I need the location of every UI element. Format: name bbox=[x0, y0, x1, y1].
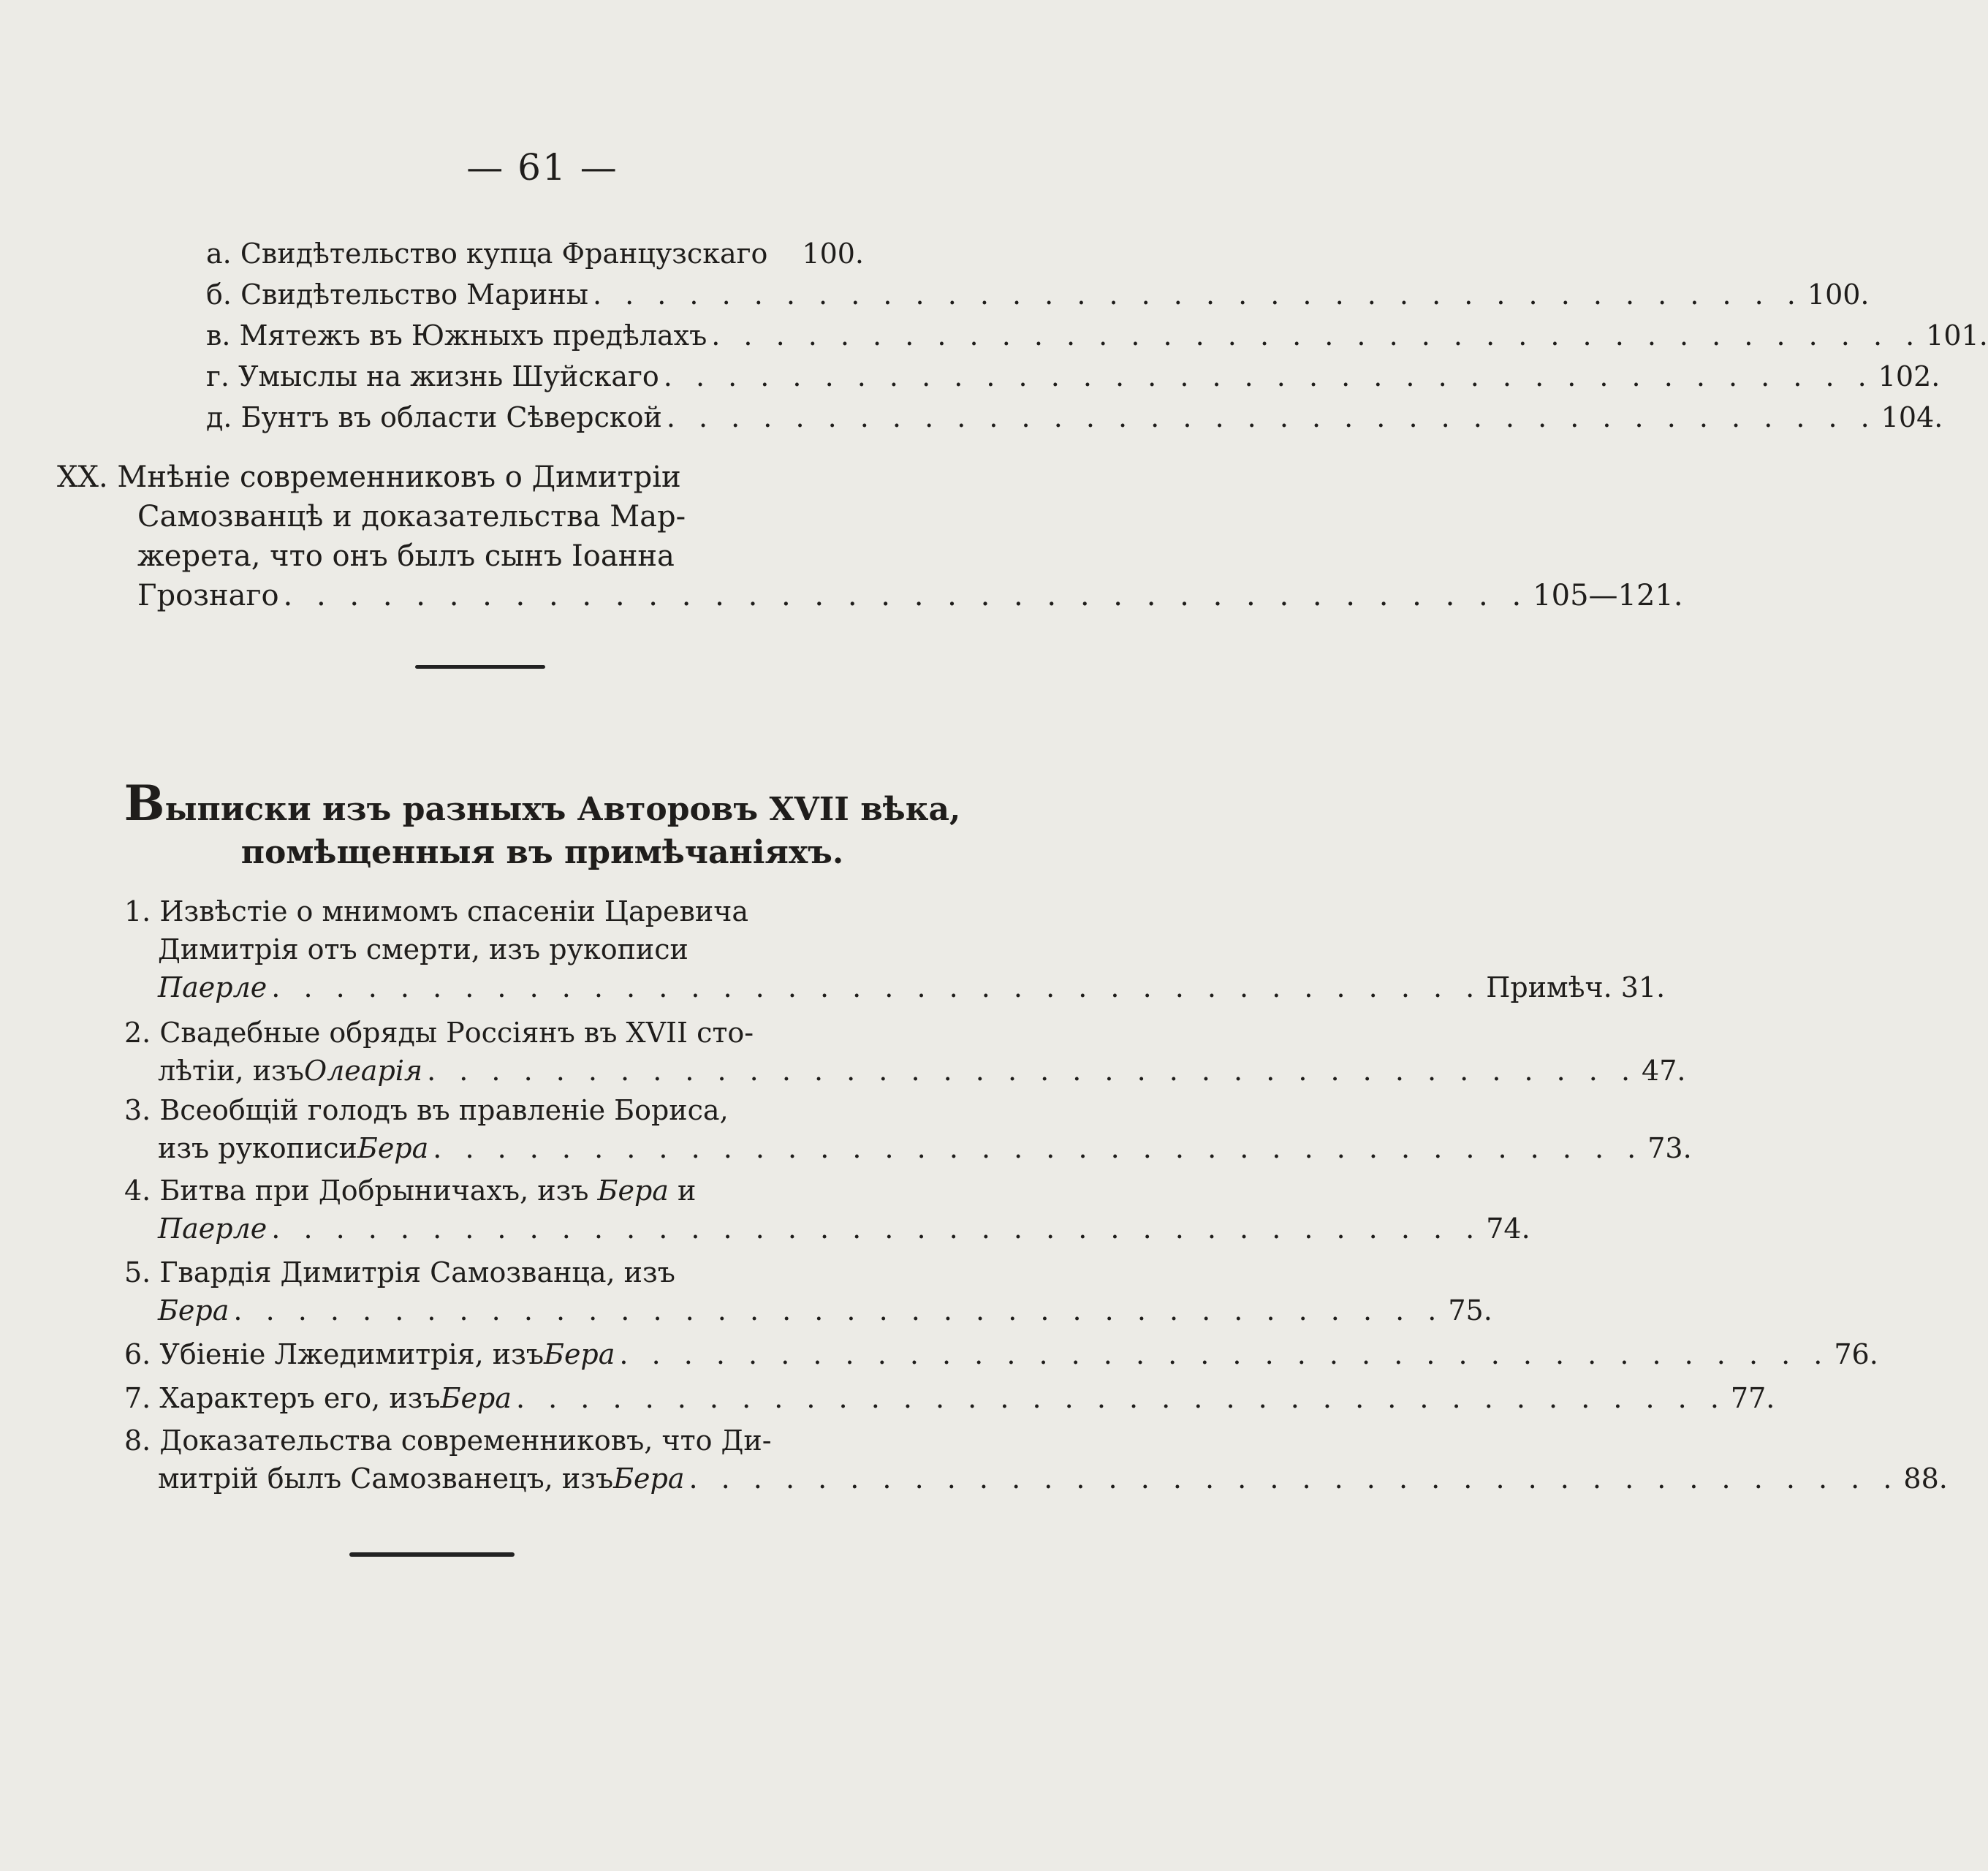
item-page: 104. bbox=[1881, 401, 1943, 433]
item-label: 8. bbox=[124, 1424, 151, 1457]
item-leader: . . . . . . . . . . . . . . . . . . . . . . . . . . . . . . . . . . . . . . bbox=[427, 1055, 1638, 1087]
item-text: изъ рукописи bbox=[158, 1132, 357, 1164]
item-author: Бера bbox=[357, 1132, 429, 1164]
item-text: Свадебные обряды Россіянъ въ XVII сто- bbox=[159, 1017, 754, 1049]
page-number: — 61 — bbox=[466, 146, 618, 189]
item-page: 75. bbox=[1448, 1294, 1492, 1327]
list-item bbox=[124, 893, 862, 930]
item-text: Характеръ его, изъ bbox=[159, 1382, 441, 1414]
item-text: Доказательства современниковъ, что Ди- bbox=[159, 1424, 772, 1457]
item-author: Бера bbox=[613, 1462, 685, 1495]
item-page: 77. bbox=[1730, 1382, 1775, 1414]
item-text: Битва при Добрыничахъ, изъ bbox=[159, 1174, 598, 1207]
item-author: Бера bbox=[544, 1338, 615, 1370]
item-text: Свидѣтельство купца Французскаго bbox=[240, 238, 768, 270]
item-line: Димитрія отъ смерти, изъ рукописи bbox=[158, 933, 688, 965]
item-text: Мнѣніе современниковъ о Димитріи bbox=[117, 460, 681, 494]
item-text: Гвардія Димитрія Самозванца, изъ bbox=[159, 1256, 675, 1289]
item-author: Олеарія bbox=[303, 1055, 423, 1087]
item-label: в. bbox=[206, 319, 231, 352]
list-item bbox=[124, 1336, 1878, 1373]
item-leader: . . . . . . . . . . . . . . . . . . . . . . . . . . . . . . . . . . . . . . bbox=[688, 1462, 1900, 1495]
item-text: лѣтіи, изъ bbox=[158, 1055, 304, 1087]
item-text: Всеобщій голодъ въ правленіе Бориса, bbox=[159, 1094, 729, 1126]
heading-line-2: помѣщенныя въ примѣчаніяхъ. bbox=[240, 834, 844, 871]
item-text: Умыслы на жизнь Шуйскаго bbox=[238, 360, 659, 392]
item-leader: . . . . . . . . . . . . . . . . . . . . . . . . . . . . . . . . . . . . . . bbox=[711, 319, 1922, 352]
list-item bbox=[206, 235, 864, 272]
item-page: 47. bbox=[1642, 1055, 1686, 1087]
list-item bbox=[206, 317, 1988, 354]
list-item-xx-line bbox=[137, 577, 1683, 614]
item-leader: . . . . . . . . . . . . . . . . . . . . . . . . . . . . . . . . . . . . . . bbox=[283, 579, 1529, 612]
item-label: XX. bbox=[57, 460, 108, 494]
item-label: 4. bbox=[124, 1174, 151, 1207]
divider-rule bbox=[349, 1552, 515, 1557]
item-label: 3. bbox=[124, 1094, 151, 1126]
item-text: митрій былъ Самозванецъ, изъ bbox=[158, 1462, 614, 1495]
item-author: Бера bbox=[440, 1382, 512, 1414]
item-text: Бунтъ въ области Сѣверской bbox=[240, 401, 662, 433]
item-leader: . . . . . . . . . . . . . . . . . . . . . . . . . . . . . . . . . . . . . . bbox=[433, 1132, 1644, 1164]
item-label: а. bbox=[206, 238, 232, 270]
item-line bbox=[158, 1052, 1686, 1089]
item-label: 2. bbox=[124, 1017, 151, 1049]
item-leader: . . . . . . . . . . . . . . . . . . . . . . . . . . . . . . . . . . . . . . bbox=[271, 971, 1482, 1003]
list-item-xx-line: Самозванцѣ и доказательства Мар- bbox=[137, 500, 686, 534]
divider-rule bbox=[415, 665, 545, 669]
list-item bbox=[206, 276, 1870, 313]
list-item bbox=[124, 1380, 1775, 1416]
heading-line-1: ыписки изъ разныхъ Авторовъ XVII вѣка, bbox=[164, 791, 961, 828]
list-item bbox=[206, 399, 1943, 436]
item-leader: . . . . . . . . . . . . . . . . . . . . . . . . . . . . . . . . . . . . . . bbox=[663, 360, 1874, 392]
item-line bbox=[158, 1292, 1492, 1329]
item-leader: . . . . . . . . . . . . . . . . . . . . . . . . . . . . . . . . . . . . . . bbox=[271, 1212, 1482, 1245]
item-page: 100. bbox=[1807, 278, 1870, 311]
item-label: г. bbox=[206, 360, 229, 392]
item-label: 1. bbox=[124, 895, 151, 927]
list-item bbox=[124, 1014, 862, 1051]
item-text: Мятежъ въ Южныхъ предѣлахъ bbox=[239, 319, 707, 352]
item-leader: . . . . . . . . . . . . . . . . . . . . . . . . . . . . . . . . . . . . . . bbox=[515, 1382, 1726, 1414]
item-text: и bbox=[668, 1174, 697, 1207]
list-item bbox=[124, 1092, 862, 1128]
item-line bbox=[158, 969, 1666, 1006]
item-text: Убіеніе Лжедимитрія, изъ bbox=[159, 1338, 545, 1370]
list-item bbox=[206, 358, 1940, 395]
item-author: Паерле bbox=[158, 971, 268, 1003]
item-page: 101. bbox=[1926, 319, 1988, 352]
list-item-xx-line: жерета, что онъ былъ сынъ Іоанна bbox=[137, 539, 675, 573]
item-text: Извѣстіе о мнимомъ спасеніи Царевича bbox=[159, 895, 749, 927]
item-page: 102. bbox=[1878, 360, 1940, 392]
drop-capital: В bbox=[124, 775, 165, 832]
item-page: 74. bbox=[1486, 1212, 1530, 1245]
item-leader: . . . . . . . . . . . . . . . . . . . . . . . . . . . . . . . . . . . . . . bbox=[619, 1338, 1830, 1370]
item-text: Грознаго bbox=[137, 579, 279, 612]
item-text: Свидѣтельство Марины bbox=[240, 278, 588, 311]
item-page: Примѣч. 31. bbox=[1486, 971, 1666, 1003]
list-item-xx bbox=[57, 459, 868, 496]
item-page: 76. bbox=[1834, 1338, 1878, 1370]
item-page: 100. bbox=[802, 238, 864, 270]
list-item bbox=[124, 1422, 862, 1459]
item-label: 6. bbox=[124, 1338, 151, 1370]
item-page: 88. bbox=[1903, 1462, 1948, 1495]
item-line bbox=[158, 1210, 1530, 1247]
list-item bbox=[124, 1172, 862, 1209]
item-author: Бера bbox=[158, 1294, 229, 1327]
item-label: 7. bbox=[124, 1382, 151, 1414]
item-page: 73. bbox=[1647, 1132, 1692, 1164]
item-label: 5. bbox=[124, 1256, 151, 1289]
item-label: д. bbox=[206, 401, 232, 433]
item-leader: . . . . . . . . . . . . . . . . . . . . . . . . . . . . . . . . . . . . . . bbox=[592, 278, 1803, 311]
item-label: б. bbox=[206, 278, 232, 311]
item-line bbox=[158, 1130, 1692, 1166]
item-leader: . . . . . . . . . . . . . . . . . . . . . . . . . . . . . . . . . . . . . . bbox=[666, 401, 1877, 433]
item-page: 105—121. bbox=[1533, 579, 1683, 612]
item-author: Бера bbox=[597, 1174, 669, 1207]
section-heading bbox=[0, 775, 1085, 832]
list-item bbox=[124, 1254, 862, 1291]
item-author: Паерле bbox=[158, 1212, 268, 1245]
item-leader: . . . . . . . . . . . . . . . . . . . . . . . . . . . . . . . . . . . . . . bbox=[233, 1294, 1444, 1327]
item-line bbox=[158, 1460, 1948, 1497]
